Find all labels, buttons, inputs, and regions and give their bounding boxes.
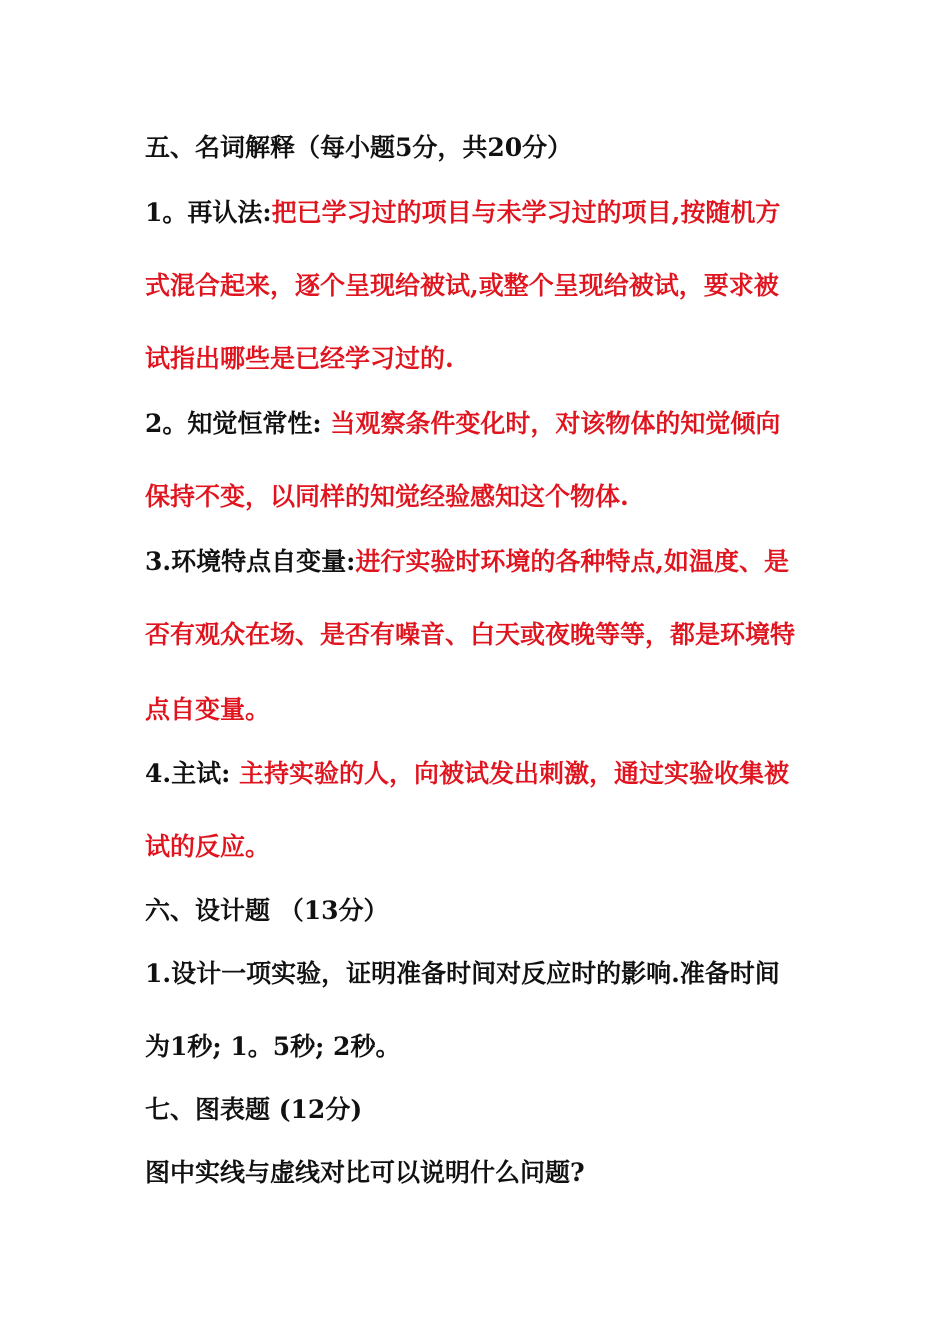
term-3-line-3: 点自变量。: [145, 695, 271, 724]
term-1-line-3: 试指出哪些是已经学习过的.: [145, 344, 454, 373]
term-2-line-1: [145, 406, 825, 442]
term-1-line-1: [145, 195, 825, 231]
section-5-heading: 五、名词解释（每小题5分，共20分）: [145, 133, 573, 162]
term-3-line-2: 否有观众在场、是否有噪音、白天或夜晚等等，都是环境特: [145, 620, 796, 649]
design-question-line-2: 为1秒; 1。5秒; 2秒。: [145, 1032, 401, 1061]
section-7-heading: 七、图表题 (12分): [145, 1095, 363, 1124]
term-4-line-1: [145, 756, 825, 792]
term-4-definition: 主持实验的人，向被试发出刺激，通过实验收集被: [239, 759, 790, 788]
term-4-line-2: 试的反应。: [145, 832, 271, 861]
term-2-definition: 当观察条件变化时，对该物体的知觉倾向: [330, 409, 781, 438]
term-3-definition: 进行实验时环境的各种特点,如温度、是: [355, 547, 790, 576]
term-2-line-2: 保持不变，以同样的知觉经验感知这个物体.: [145, 482, 629, 511]
term-1-definition: 把已学习过的项目与未学习过的项目,按随机方: [271, 198, 781, 227]
term-2-label: 2。知觉恒常性:: [145, 409, 331, 438]
term-1-line-2: 式混合起来，逐个呈现给被试,或整个呈现给被试，要求被: [145, 271, 779, 300]
term-4-label: 4.主试:: [145, 759, 240, 788]
section-6-heading: 六、设计题 （13分）: [145, 896, 389, 925]
design-question-line-1: 1.设计一项实验，证明准备时间对反应时的影响.准备时间: [145, 959, 780, 988]
term-3-label: 3.环境特点自变量:: [145, 547, 356, 576]
chart-question: 图中实线与虚线对比可以说明什么问题?: [145, 1158, 585, 1187]
term-3-line-1: [145, 544, 825, 580]
term-1-label: 1。再认法:: [145, 198, 272, 227]
